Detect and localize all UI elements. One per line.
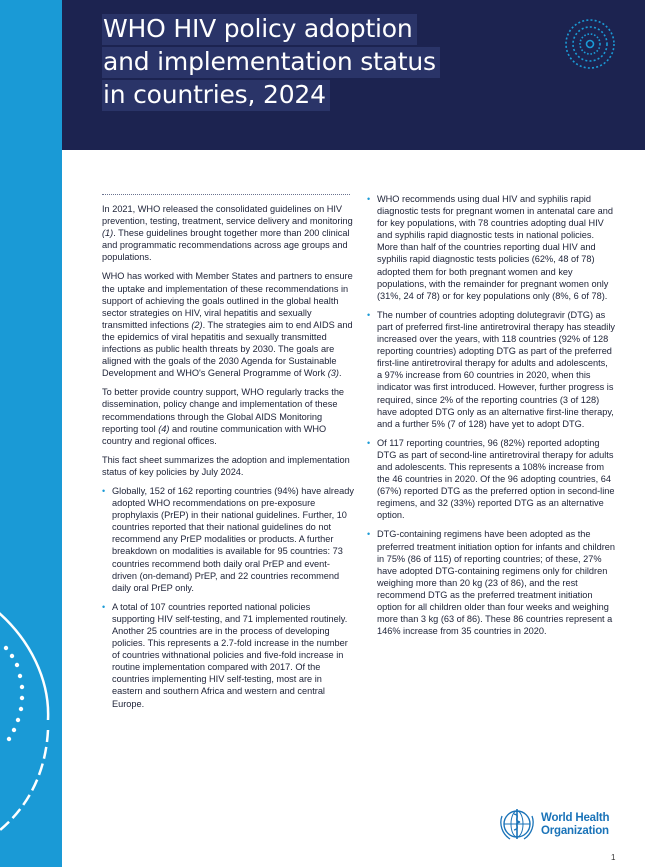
paragraph-intro: In 2021, WHO released the consolidated guidelines on HIV prevention, testing, treatment, service delivery and monitoring (1). These guidelines brought together more than 200 clinical and programmatic recommendations across age groups and populations. xyxy=(102,204,353,263)
paragraph-summary: This fact sheet summarizes the adoption and implementation status of key policies by July 2024. xyxy=(102,454,350,477)
bullet-icon: • xyxy=(367,437,371,448)
bullet-icon: • xyxy=(367,194,371,204)
right-column xyxy=(367,193,615,644)
title-line-2: and implementation status xyxy=(102,47,440,78)
who-emblem-icon xyxy=(498,806,538,842)
right-bullet-list xyxy=(367,193,615,637)
left-bullet-list xyxy=(102,485,354,710)
title-line-1: WHO HIV policy adoption xyxy=(102,14,417,45)
list-item: • Of 117 reporting countries, 96 (82%) reported adopting DTG as part of second-line antiretroviral therapy for adults and adolescents. This represents a 108% increase from the 46 countries in 2020. Of the 96 adopting countries, 64 (67%) reported DTG as the preferred option in second-line regimens, and 32 (33%) reported DTG as an alternative option. xyxy=(367,437,615,521)
header-banner xyxy=(62,0,645,150)
bullet-icon: • xyxy=(367,309,371,320)
list-item: • DTG-containing regimens have been adopted as the preferred treatment initiation option for infants and children in 75% (86 of 115) of reporting countries; of these, 27% have adopted DTG-containing regimens only for children weighing more than 20 kg (23 of 86), and the rest recommend DTG as the preferred treatment initiation option for all children older than four weeks and weighing more than 3 kg (63 of 86). These 86 countries represent a 146% increase from 35 countries in 2020. xyxy=(367,529,615,637)
arc-decoration-icon xyxy=(0,600,62,867)
dotted-divider xyxy=(102,194,350,195)
paragraph-monitoring: To better provide country support, WHO regularly tracks the dissemination, policy change and implementation of these recommendations through the Global AIDS Monitoring reporting tool (4) and routine communication with WHO country and regional offices. xyxy=(102,387,345,446)
paragraph-strategies: WHO has worked with Member States and partners to ensure the uptake and implementation of these recommendations in support of achieving the goals outlined in the global health sector strategies on HIV, viral hepatitis and sexually transmitted infections (2). The strategies aim to end AIDS and the epidemics of viral hepatitis and sexually transmitted infections as public health threats by 2030. The goals are aligned with the goals of the 2030 Agenda for Sustainable Development and WHO's General Programme of Work (3). xyxy=(102,271,353,379)
list-item: • Globally, 152 of 162 reporting countries (94%) have already adopted WHO recommendations on pre-exposure prophylaxis (PrEP) in their national guidelines. Further, 10 countries reported that their national guidelines do not recommend any PrEP modalities or products. A further breakdown on modalities is available for 95 countries: 73 countries recommend both daily oral PrEP and event-driven (on-demand) PrEP, and 22 countries recommend daily oral PrEP only. xyxy=(102,485,354,593)
bullet-icon: • xyxy=(367,529,371,540)
title-line-3: in countries, 2024 xyxy=(102,80,330,111)
list-item: • The number of countries adopting dolutegravir (DTG) as part of preferred first-line antiretroviral therapy has steadily increased over the years, with 118 countries (92% of 128 reporting countries) adopting DTG as part of the preferred first-line antiretroviral therapy for adults and adolescents, a 97% increase from 60 countries in 2020, when this indicator was first introduced. However, further progress is required, since 2% of the reporting countries (3 of 128) have adopted DTG only as an alternative first-line therapy, and a further 5% (7 of 128) have yet to adopt DTG. xyxy=(367,309,615,429)
page-number: 1 xyxy=(611,853,616,862)
left-column xyxy=(102,203,354,717)
page-title xyxy=(102,14,436,113)
bullet-icon: • xyxy=(102,601,106,612)
concentric-circles-icon xyxy=(564,18,616,70)
who-logo-text: World Health Organization xyxy=(541,812,610,837)
list-item: • WHO recommends using dual HIV and syphilis rapid diagnostic tests for pregnant women in antenatal care and for key populations, with 78 countries adopting dual HIV and syphilis rapid diagnostic tests in national policies. More than half of the countries reporting dual HIV and syphilis rapid diagnostic tests policies (62%, 48 of 78) adopted them for both pregnant women and key populations, with the remainder for pregnant women only (31%, 24 of 78) or for key populations only (8%, 6 of 78). xyxy=(367,194,613,301)
list-item: • A total of 107 countries reported national policies supporting HIV self-testing, and 71 implemented routinely. Another 25 countries are in the process of developing policies. This represents a 2.7-fold increase in the number of countries withnational policies and five-fold increase in routine implementation compared with 2017. Of the countries implementing HIV self-testing, most are in eastern and southern Africa and western and central Europe. xyxy=(102,601,348,709)
bullet-icon: • xyxy=(102,485,106,496)
